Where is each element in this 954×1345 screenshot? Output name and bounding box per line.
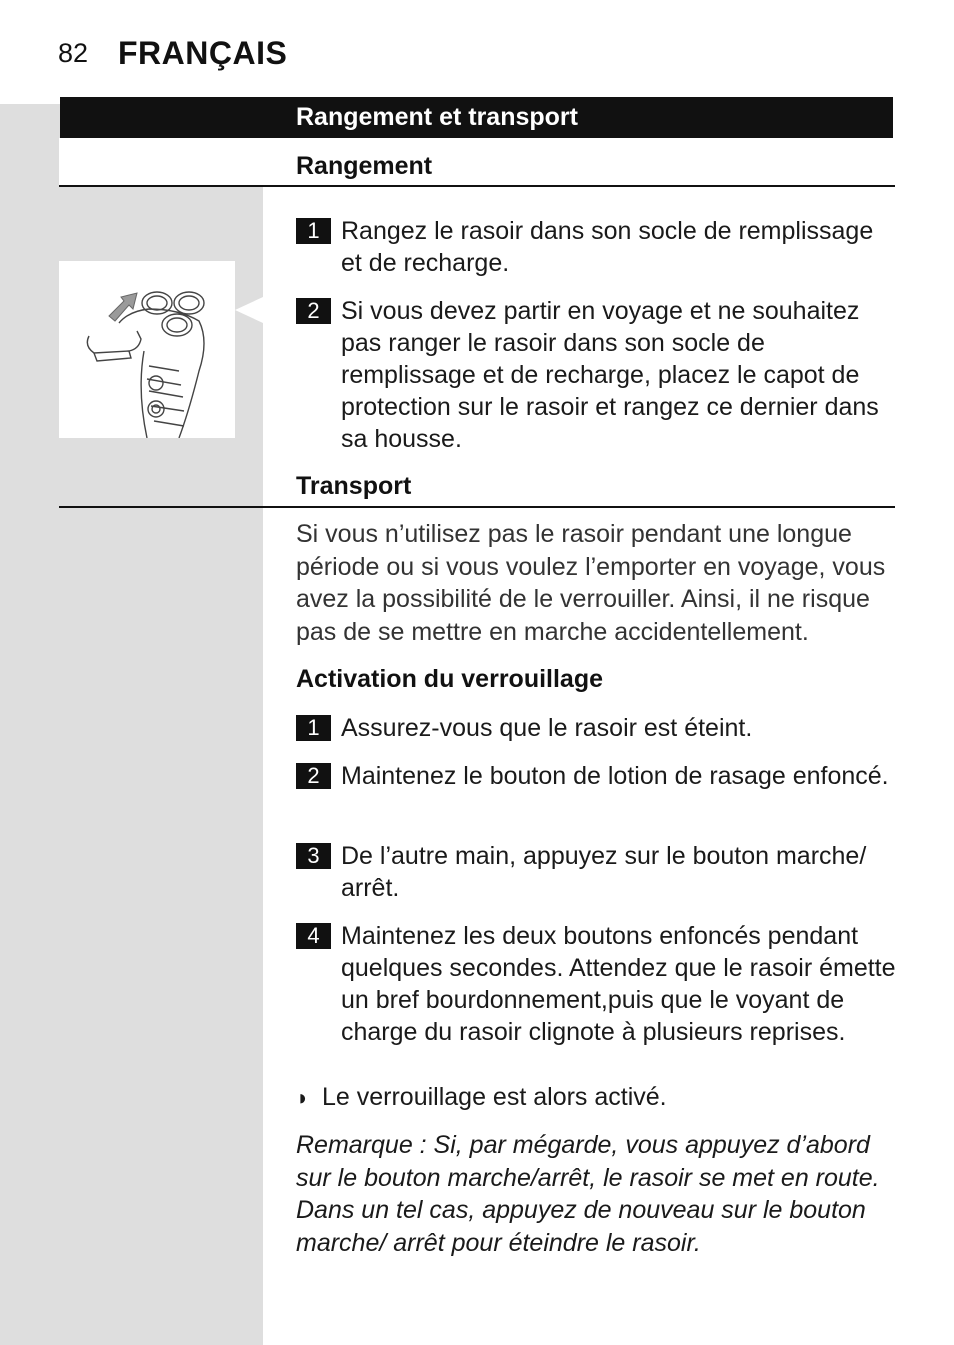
step-text: Assurez-vous que le rasoir est éteint. bbox=[341, 714, 753, 742]
lock-heading: Activation du verrouillage bbox=[296, 665, 604, 693]
step-text: Maintenez les deux boutons enfoncés pendant quelques secondes. Attendez que le rasoir émette un bref bourdonnement,puis que le voyant de charge du rasoir clignote à plusieurs reprises. bbox=[341, 922, 896, 1046]
lock-note: Remarque : Si, par mégarde, vous appuyez d’abord sur le bouton marche/arrêt, le rasoir se met en route. Dans un tel cas, appuyez de nouveau sur le bouton marche/ arrêt pour éteindre le rasoir. bbox=[296, 1131, 880, 1257]
chapter-title: Rangement et transport bbox=[296, 103, 578, 131]
figure-pointer bbox=[235, 297, 263, 323]
language-heading: FRANÇAIS bbox=[118, 35, 288, 71]
lock-step-2 bbox=[296, 760, 896, 792]
lock-result bbox=[296, 1081, 896, 1113]
step-text: De l’autre main, appuyez sur le bouton marche/ arrêt. bbox=[341, 842, 867, 902]
storage-step-1 bbox=[296, 215, 896, 279]
storage-heading: Rangement bbox=[296, 152, 433, 180]
heading-panel bbox=[59, 138, 263, 186]
storage-step-2 bbox=[296, 295, 896, 455]
result-bullet-icon: ◗ bbox=[296, 1085, 310, 1110]
transport-heading: Transport bbox=[296, 472, 412, 500]
step-number: 1 bbox=[296, 218, 331, 244]
step-text: Rangez le rasoir dans son socle de remplissage et de recharge. bbox=[341, 217, 874, 277]
step-number: 4 bbox=[296, 923, 331, 949]
step-number: 2 bbox=[296, 763, 331, 789]
step-text: Si vous devez partir en voyage et ne souhaitez pas ranger le rasoir dans son socle de remplissage et de recharge, placez le capot de protection sur le rasoir et rangez ce dernier dans sa housse. bbox=[341, 297, 879, 453]
shaver-figure bbox=[59, 261, 235, 438]
step-text: Maintenez le bouton de lotion de rasage enfoncé. bbox=[341, 762, 889, 790]
step-number: 1 bbox=[296, 715, 331, 741]
step-number: 2 bbox=[296, 298, 331, 324]
step-number: 3 bbox=[296, 843, 331, 869]
lock-step-1 bbox=[296, 712, 896, 744]
transport-paragraph: Si vous n’utilisez pas le rasoir pendant une longue période ou si vous voulez l’emporter en voyage, vous avez la possibilité de le verrouiller. Ainsi, il ne risque pas de se mettre en marche accidentellement. bbox=[296, 520, 886, 646]
lock-step-3 bbox=[296, 840, 896, 904]
result-text: Le verrouillage est alors activé. bbox=[322, 1083, 667, 1111]
page-number: 82 bbox=[58, 38, 89, 68]
chapter-title-bar bbox=[60, 97, 893, 138]
shaver-illustration-icon bbox=[59, 261, 235, 438]
transport-rule bbox=[59, 506, 895, 508]
lock-step-4 bbox=[296, 920, 896, 1048]
storage-rule bbox=[59, 185, 895, 187]
